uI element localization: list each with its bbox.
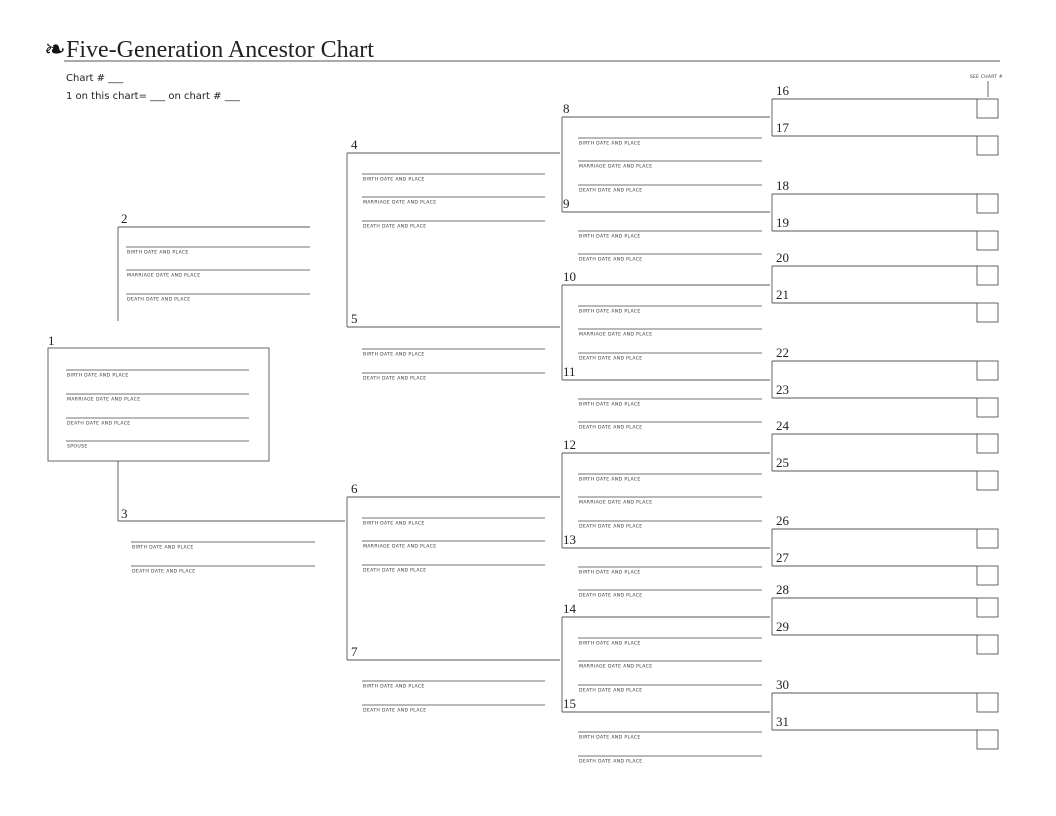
person-15-number: 15 xyxy=(563,696,576,711)
person-21-see-chart-box[interactable] xyxy=(977,303,998,322)
person-13-death-label: DEATH DATE AND PLACE xyxy=(579,593,643,599)
person-29-see-chart-box[interactable] xyxy=(977,635,998,654)
person-7-death-label: DEATH DATE AND PLACE xyxy=(363,708,427,714)
person-1-spouse-label: SPOUSE xyxy=(67,444,88,450)
person-24-number: 24 xyxy=(776,418,789,433)
person-13-birth-label: BIRTH DATE AND PLACE xyxy=(579,570,641,576)
person-17-number: 17 xyxy=(776,120,789,135)
person-6-birth-label: BIRTH DATE AND PLACE xyxy=(363,521,425,527)
person-28-see-chart-box[interactable] xyxy=(977,598,998,617)
person-22-number: 22 xyxy=(776,345,789,360)
person-1-marriage-label: MARRIAGE DATE AND PLACE xyxy=(67,397,141,403)
person-25-see-chart-box[interactable] xyxy=(977,471,998,490)
person-14-death-label: DEATH DATE AND PLACE xyxy=(579,688,643,694)
person-9-birth-label: BIRTH DATE AND PLACE xyxy=(579,234,641,240)
person-27-number: 27 xyxy=(776,550,789,565)
person-23-see-chart-box[interactable] xyxy=(977,398,998,417)
person-14-marriage-label: MARRIAGE DATE AND PLACE xyxy=(579,664,653,670)
person-2-marriage-label: MARRIAGE DATE AND PLACE xyxy=(127,273,201,279)
person-9-number: 9 xyxy=(563,196,570,211)
person-15-death-label: DEATH DATE AND PLACE xyxy=(579,759,643,765)
person-16-see-chart-box[interactable] xyxy=(977,99,998,118)
person-2-birth-label: BIRTH DATE AND PLACE xyxy=(127,250,189,256)
person-4-number: 4 xyxy=(351,137,358,152)
person-12-number: 12 xyxy=(563,437,576,452)
person-5-death-label: DEATH DATE AND PLACE xyxy=(363,376,427,382)
person-4-birth-label: BIRTH DATE AND PLACE xyxy=(363,177,425,183)
person-7-birth-label: BIRTH DATE AND PLACE xyxy=(363,684,425,690)
person-6-number: 6 xyxy=(351,481,358,496)
person-14-birth-label: BIRTH DATE AND PLACE xyxy=(579,641,641,647)
person-15-birth-label: BIRTH DATE AND PLACE xyxy=(579,735,641,741)
person-1-death-label: DEATH DATE AND PLACE xyxy=(67,421,131,427)
person-27-see-chart-box[interactable] xyxy=(977,566,998,585)
person-3-number: 3 xyxy=(121,506,128,521)
chart-number-field[interactable]: Chart # ___ xyxy=(66,73,124,84)
person-26-number: 26 xyxy=(776,513,789,528)
see-chart-heading: SEE CHART # xyxy=(970,75,1003,80)
person-8-birth-label: BIRTH DATE AND PLACE xyxy=(579,141,641,147)
person-6-death-label: DEATH DATE AND PLACE xyxy=(363,568,427,574)
person-2-death-label: DEATH DATE AND PLACE xyxy=(127,297,191,303)
person-10-marriage-label: MARRIAGE DATE AND PLACE xyxy=(579,332,653,338)
person-24-see-chart-box[interactable] xyxy=(977,434,998,453)
fleuron-logo-icon: ❧ xyxy=(44,35,66,65)
person-1-number: 1 xyxy=(48,333,55,348)
person-19-see-chart-box[interactable] xyxy=(977,231,998,250)
person-9-death-label: DEATH DATE AND PLACE xyxy=(579,257,643,263)
person-5-number: 5 xyxy=(351,311,358,326)
person-21-number: 21 xyxy=(776,287,789,302)
person-12-death-label: DEATH DATE AND PLACE xyxy=(579,524,643,530)
person-29-number: 29 xyxy=(776,619,789,634)
person-12-birth-label: BIRTH DATE AND PLACE xyxy=(579,477,641,483)
person-31-number: 31 xyxy=(776,714,789,729)
person-26-see-chart-box[interactable] xyxy=(977,529,998,548)
person-12-marriage-label: MARRIAGE DATE AND PLACE xyxy=(579,500,653,506)
person-3-birth-label: BIRTH DATE AND PLACE xyxy=(132,545,194,551)
person-2-number: 2 xyxy=(121,211,128,226)
one-on-chart-field[interactable]: 1 on this chart= ___ on chart # ___ xyxy=(66,91,240,102)
pedigree-tree xyxy=(48,83,998,765)
person-23-number: 23 xyxy=(776,382,789,397)
page-title: Five-Generation Ancestor Chart xyxy=(66,37,374,63)
person-18-see-chart-box[interactable] xyxy=(977,194,998,213)
person-22-see-chart-box[interactable] xyxy=(977,361,998,380)
person-30-see-chart-box[interactable] xyxy=(977,693,998,712)
person-10-death-label: DEATH DATE AND PLACE xyxy=(579,356,643,362)
person-13-number: 13 xyxy=(563,532,576,547)
person-10-number: 10 xyxy=(563,269,576,284)
person-20-number: 20 xyxy=(776,250,789,265)
person-4-death-label: DEATH DATE AND PLACE xyxy=(363,224,427,230)
person-8-marriage-label: MARRIAGE DATE AND PLACE xyxy=(579,164,653,170)
person-28-number: 28 xyxy=(776,582,789,597)
person-31-see-chart-box[interactable] xyxy=(977,730,998,749)
person-25-number: 25 xyxy=(776,455,789,470)
person-7-number: 7 xyxy=(351,644,358,659)
person-5-birth-label: BIRTH DATE AND PLACE xyxy=(363,352,425,358)
person-4-marriage-label: MARRIAGE DATE AND PLACE xyxy=(363,200,437,206)
person-8-number: 8 xyxy=(563,101,570,116)
person-17-see-chart-box[interactable] xyxy=(977,136,998,155)
person-20-see-chart-box[interactable] xyxy=(977,266,998,285)
person-11-number: 11 xyxy=(563,364,576,379)
person-10-birth-label: BIRTH DATE AND PLACE xyxy=(579,309,641,315)
person-11-birth-label: BIRTH DATE AND PLACE xyxy=(579,402,641,408)
person-11-death-label: DEATH DATE AND PLACE xyxy=(579,425,643,431)
person-6-marriage-label: MARRIAGE DATE AND PLACE xyxy=(363,544,437,550)
person-14-number: 14 xyxy=(563,601,576,616)
person-30-number: 30 xyxy=(776,677,789,692)
person-1-birth-label: BIRTH DATE AND PLACE xyxy=(67,373,129,379)
person-3-death-label: DEATH DATE AND PLACE xyxy=(132,569,196,575)
person-8-death-label: DEATH DATE AND PLACE xyxy=(579,188,643,194)
person-16-number: 16 xyxy=(776,83,789,98)
person-19-number: 19 xyxy=(776,215,789,230)
person-18-number: 18 xyxy=(776,178,789,193)
